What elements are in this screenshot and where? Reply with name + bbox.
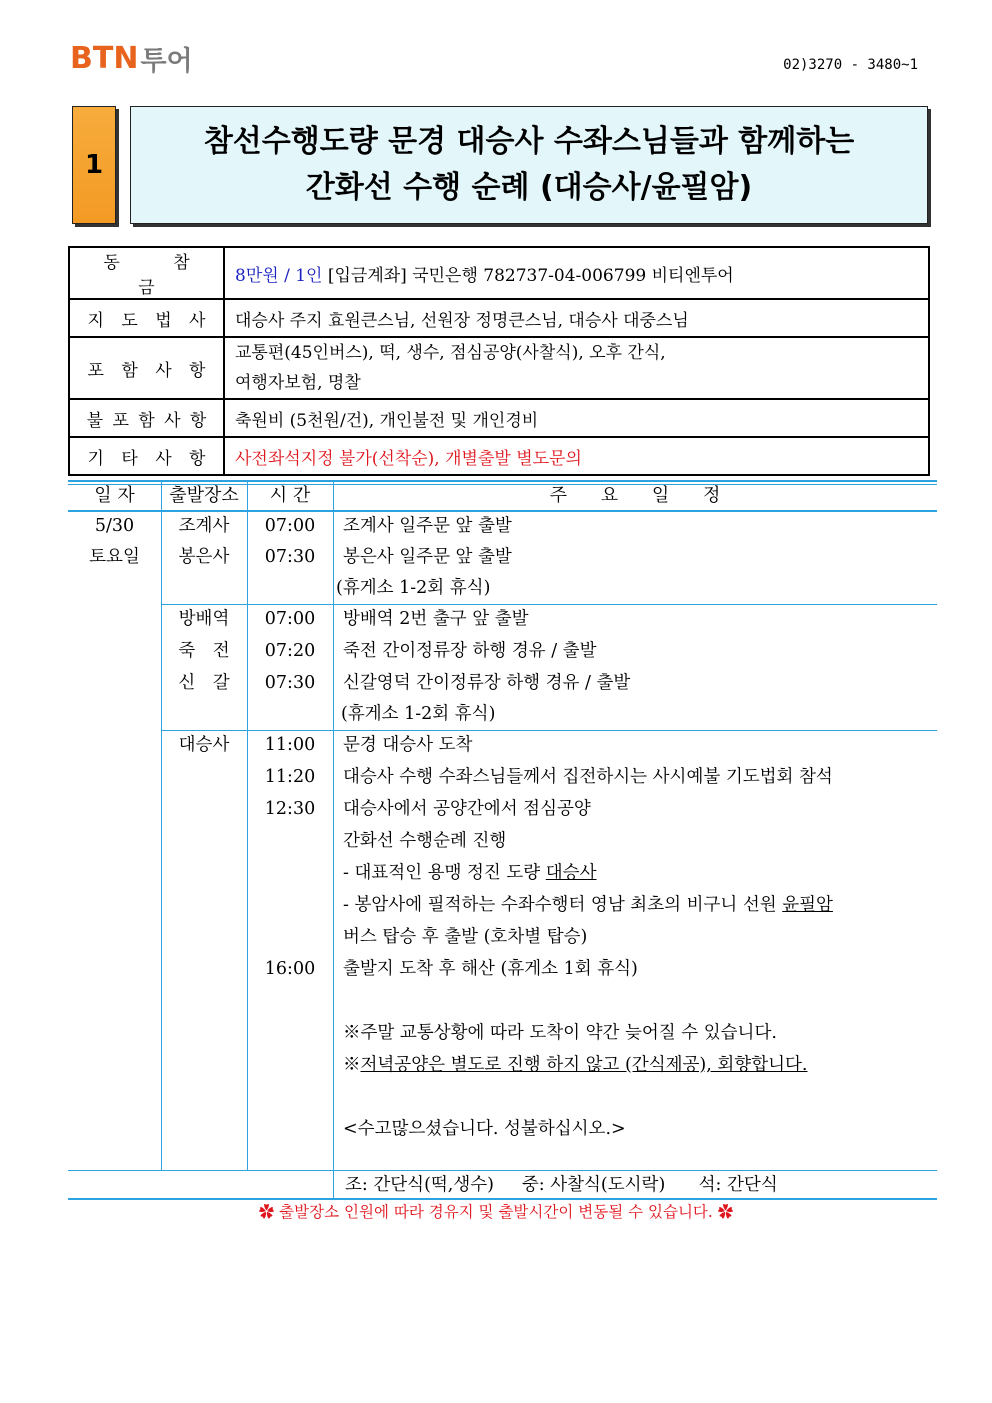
event: 조계사 일주문 앞 출발 [343,516,512,536]
schedule-date: 5/30 [94,516,135,536]
event-bullet: - 봉암사에 필적하는 수좌수행터 영남 최초의 비구니 선원 윤필암 [343,895,833,915]
traffic-note: ※주말 교통상황에 따라 도착이 약간 늦어질 수 있습니다. [343,1023,777,1043]
col-divider [247,482,248,1170]
event: 신갈영덕 간이정류장 하행 경유 / 출발 [343,673,631,693]
program-number: 1 [72,106,116,224]
event: (휴게소 1-2회 휴식) [341,704,496,724]
info-table [68,246,930,476]
time: 12:30 [264,799,316,819]
event: 문경 대승사 도착 [343,735,473,755]
event: 간화선 수행순례 진행 [343,831,507,851]
time: 16:00 [264,959,316,979]
logo-tour-text: 투어 [140,45,193,77]
other-notes: 사전좌석지정 불가(선착순), 개별출발 별도문의 [235,448,582,469]
time: 11:00 [264,735,316,755]
fee-amount: 8만원 / 1인 [235,265,323,286]
logo-btn-text: BTN [70,40,139,76]
title-line-1: 참선수행도량 문경 대승사 수좌스님들과 함께하는 [203,124,855,159]
daeseungsa-link-text: 대승사 [545,863,597,883]
place: 대승사 [178,735,230,755]
header-main: 주 요 일 정 [549,485,721,506]
info-value [224,247,929,299]
meals-info: 조: 간단식(떡,생수) 중: 사찰식(도시락) 석: 간단식 [345,1175,778,1195]
title-line-2: 간화선 수행 순례 (대승사/윤필암) [305,170,753,205]
header-day: 일 자 [94,485,135,506]
info-label: 동 참 금 [69,247,224,299]
event: 방배역 2번 출구 앞 출발 [343,609,529,629]
info-value: 축원비 (5천원/건), 개인불전 및 개인경비 [224,399,929,437]
info-value [224,437,929,475]
info-value: 대승사 주지 효원큰스님, 선원장 정명큰스님, 대승사 대중스님 [224,299,929,337]
info-row-included [69,337,929,399]
phone-number: 02)3270 - 3480~1 [783,57,918,73]
btn-tour-logo [70,40,193,76]
info-label: 포 함 사 항 [69,337,224,399]
event: 대승사에서 공양간에서 점심공양 [343,799,591,819]
bank-account: [입금계좌] 국민은행 782737-04-006799 비티엔투어 [322,265,734,286]
info-label: 지 도 법 사 [69,299,224,337]
event-bullet: - 대표적인 용맹 정진 도량 대승사 [343,863,597,883]
info-row-excluded [69,399,929,437]
time: 07:20 [264,641,316,661]
page-title [130,106,928,224]
header-time: 시 간 [269,485,311,506]
place: 방배역 [178,609,230,629]
info-row-other [69,437,929,475]
yunpilam-link-text: 윤필암 [782,895,833,915]
time: 07:30 [264,673,316,693]
event: 출발지 도착 후 해산 (휴게소 1회 휴식) [343,959,638,979]
place: 조계사 [178,516,230,536]
footer-note: ✿ 출발장소 인원에 따라 경유지 및 출발시간이 변동될 수 있습니다. ✿ [258,1203,734,1221]
event: (휴게소 1-2회 휴식) [336,578,491,598]
place: 죽 전 [178,641,230,661]
event: 버스 탑승 후 출발 (호차별 탑승) [343,927,588,947]
included-line-2: 여행자보험, 명찰 [235,373,361,393]
time: 11:20 [264,767,316,787]
event: 봉은사 일주문 앞 출발 [343,547,512,567]
event: 대승사 수행 수좌스님들께서 집전하시는 사시예불 기도법회 참석 [343,767,833,787]
info-value [224,337,929,399]
place: 신 갈 [178,673,230,693]
event: 죽전 간이정류장 하행 경유 / 출발 [343,641,597,661]
schedule-weekday: 토요일 [89,547,140,567]
place: 봉은사 [178,547,230,567]
header-place: 출발장소 [169,485,239,506]
time: 07:30 [264,547,316,567]
schedule-top-border [68,480,937,482]
info-label: 기 타 사 항 [69,437,224,475]
col-divider [161,482,162,1170]
included-line-1: 교통편(45인버스), 떡, 생수, 점심공양(사찰식), 오후 간식, [235,343,666,363]
closing-message: <수고많으셨습니다. 성불하십시오.> [343,1119,626,1139]
info-row-teachers [69,299,929,337]
dinner-note: ※저녁공양은 별도로 진행 하지 않고 (간식제공), 회향합니다. [343,1055,808,1075]
time: 07:00 [264,609,316,629]
time: 07:00 [264,516,316,536]
col-divider [333,482,334,1199]
info-row-fee [69,247,929,299]
info-label: 불 포 함 사 항 [69,399,224,437]
